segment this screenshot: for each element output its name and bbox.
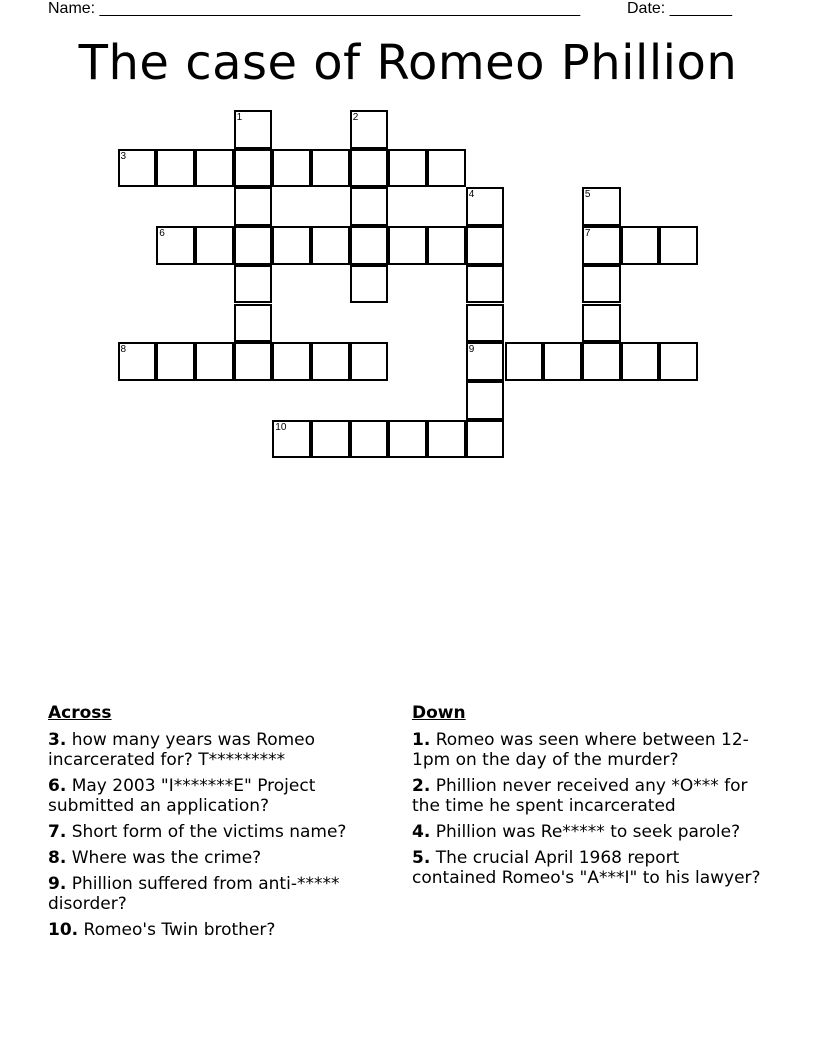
grid-cell[interactable] bbox=[388, 226, 427, 265]
grid-cell[interactable] bbox=[234, 304, 273, 343]
cell-number: 7 bbox=[584, 228, 591, 240]
grid-cell[interactable] bbox=[234, 342, 273, 381]
grid-cell[interactable] bbox=[659, 226, 698, 265]
cell-number: 10 bbox=[275, 421, 287, 433]
grid-cell[interactable] bbox=[311, 149, 350, 188]
grid-cell[interactable] bbox=[234, 226, 273, 265]
clue-text: how many years was Romeo incarcerated for? T********* bbox=[48, 730, 316, 770]
clue-number: 1. bbox=[412, 730, 431, 750]
grid-cell[interactable] bbox=[466, 381, 505, 420]
grid-cell[interactable] bbox=[350, 149, 389, 188]
grid-cell[interactable] bbox=[311, 420, 350, 459]
clue-number: 2. bbox=[412, 776, 431, 796]
down-clues bbox=[412, 702, 762, 894]
grid-cell[interactable] bbox=[543, 342, 582, 381]
grid-cell[interactable] bbox=[621, 342, 660, 381]
grid-cell[interactable] bbox=[466, 304, 505, 343]
clue-across-9 bbox=[48, 874, 398, 914]
grid-cell[interactable] bbox=[195, 226, 234, 265]
grid-cell[interactable] bbox=[427, 420, 466, 459]
clue-down-5 bbox=[412, 848, 762, 888]
clue-number: 6. bbox=[48, 776, 67, 796]
clue-text: Phillion never received any *O*** for the time he spent incarcerated bbox=[412, 776, 748, 816]
cell-number: 2 bbox=[352, 112, 359, 123]
grid-cell[interactable] bbox=[195, 342, 234, 381]
clue-number: 7. bbox=[48, 822, 67, 842]
grid-cell[interactable] bbox=[466, 265, 505, 304]
clue-text: Phillion suffered from anti-***** disorder? bbox=[48, 874, 340, 914]
clue-text: Romeo was seen where between 12-1pm on the day of the murder? bbox=[412, 730, 749, 770]
across-clues bbox=[48, 702, 398, 946]
clue-text: Short form of the victims name? bbox=[71, 822, 347, 842]
grid-cell[interactable] bbox=[388, 420, 427, 459]
cell-number: 6 bbox=[159, 228, 165, 240]
crossword-grid bbox=[0, 0, 816, 500]
grid-cell[interactable] bbox=[156, 342, 195, 381]
grid-cell[interactable] bbox=[350, 226, 389, 265]
grid-cell[interactable] bbox=[350, 342, 389, 381]
name-field: Name: ______________________________________________________ bbox=[48, 0, 581, 17]
grid-cell[interactable] bbox=[350, 110, 389, 149]
cell-number: 5 bbox=[584, 189, 591, 201]
clue-down-2 bbox=[412, 776, 762, 816]
grid-cell[interactable] bbox=[272, 342, 311, 381]
clue-number: 8. bbox=[48, 848, 67, 868]
grid-cell[interactable] bbox=[234, 110, 273, 149]
grid-cell[interactable] bbox=[659, 342, 698, 381]
grid-cell[interactable] bbox=[272, 420, 311, 459]
clue-text: The crucial April 1968 report contained Romeo's "A***I" to his lawyer? bbox=[412, 848, 761, 888]
cell-number: 1 bbox=[236, 112, 243, 123]
grid-cell[interactable] bbox=[350, 265, 389, 304]
grid-cell[interactable] bbox=[466, 342, 505, 381]
clue-down-4 bbox=[412, 822, 762, 842]
grid-cell[interactable] bbox=[272, 226, 311, 265]
clue-across-3 bbox=[48, 730, 398, 770]
grid-cell[interactable] bbox=[427, 149, 466, 188]
cell-number: 4 bbox=[468, 189, 475, 201]
grid-cell[interactable] bbox=[350, 187, 389, 226]
grid-cell[interactable] bbox=[505, 342, 544, 381]
cell-number: 3 bbox=[120, 150, 127, 162]
clue-text: Where was the crime? bbox=[71, 848, 262, 868]
date-field: Date: _______ bbox=[627, 0, 732, 17]
grid-cell[interactable] bbox=[156, 226, 195, 265]
grid-cell[interactable] bbox=[118, 149, 157, 188]
clue-text: Phillion was Re***** to seek parole? bbox=[435, 822, 741, 842]
grid-cell[interactable] bbox=[311, 342, 350, 381]
grid-cell[interactable] bbox=[195, 149, 234, 188]
clue-number: 4. bbox=[412, 822, 431, 842]
grid-cell[interactable] bbox=[621, 226, 660, 265]
clue-text: May 2003 "I*******E" Project submitted an application? bbox=[48, 776, 316, 816]
clue-across-8 bbox=[48, 848, 398, 868]
grid-cell[interactable] bbox=[118, 342, 157, 381]
grid-cell[interactable] bbox=[582, 187, 621, 226]
clue-across-10 bbox=[48, 920, 398, 940]
grid-cell[interactable] bbox=[427, 226, 466, 265]
grid-cell[interactable] bbox=[466, 226, 505, 265]
grid-cell[interactable] bbox=[272, 149, 311, 188]
clue-across-6 bbox=[48, 776, 398, 816]
grid-cell[interactable] bbox=[234, 149, 273, 188]
cell-number: 9 bbox=[468, 344, 475, 356]
page-title: The case of Romeo Phillion bbox=[78, 35, 738, 91]
clue-number: 9. bbox=[48, 874, 67, 894]
clue-number: 10. bbox=[48, 920, 79, 940]
clue-text: Romeo's Twin brother? bbox=[83, 920, 276, 940]
grid-cell[interactable] bbox=[582, 342, 621, 381]
across-heading: Across bbox=[48, 703, 112, 723]
clue-number: 3. bbox=[48, 730, 67, 750]
cell-number: 8 bbox=[120, 344, 127, 356]
grid-cell[interactable] bbox=[582, 304, 621, 343]
grid-cell[interactable] bbox=[582, 226, 621, 265]
grid-cell[interactable] bbox=[311, 226, 350, 265]
grid-cell[interactable] bbox=[156, 149, 195, 188]
grid-cell[interactable] bbox=[466, 187, 505, 226]
grid-cell[interactable] bbox=[350, 420, 389, 459]
grid-cell[interactable] bbox=[234, 187, 273, 226]
grid-cell[interactable] bbox=[466, 420, 505, 459]
grid-cell[interactable] bbox=[388, 149, 427, 188]
clue-down-1 bbox=[412, 730, 762, 770]
grid-cell[interactable] bbox=[582, 265, 621, 304]
clue-across-7 bbox=[48, 822, 398, 842]
clue-number: 5. bbox=[412, 848, 431, 868]
grid-cell[interactable] bbox=[234, 265, 273, 304]
down-heading: Down bbox=[412, 703, 466, 723]
